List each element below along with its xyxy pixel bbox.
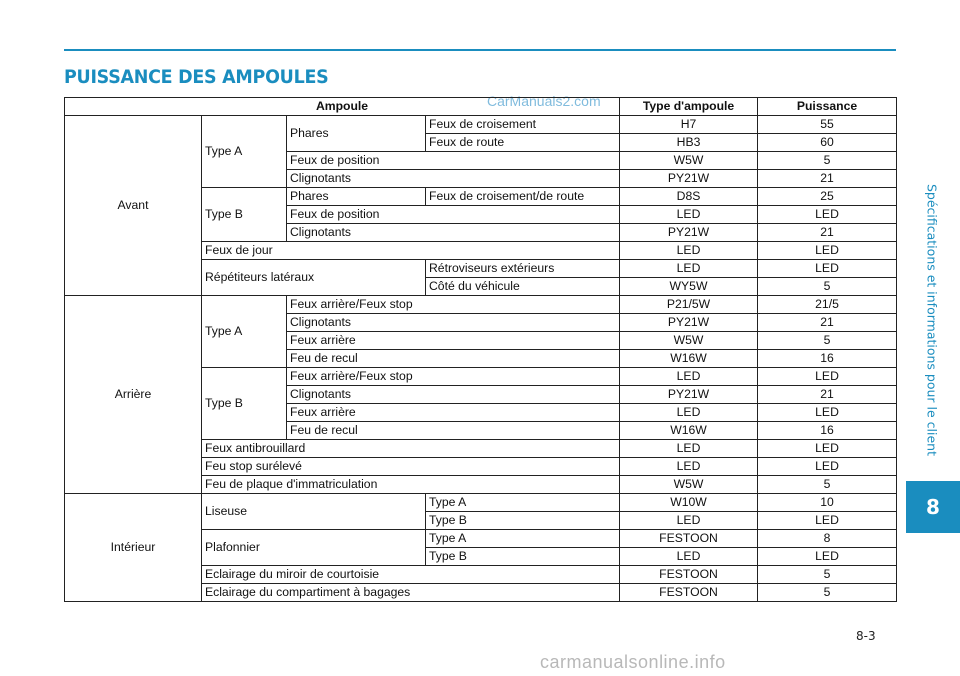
wattage-cell: 21/5: [758, 296, 897, 314]
wattage-cell: LED: [758, 368, 897, 386]
bulb-sublabel: Côté du véhicule: [426, 278, 620, 296]
bulb-type-cell: LED: [620, 242, 758, 260]
bulb-label: Feux arrière: [287, 404, 620, 422]
bulb-label: Feux arrière/Feux stop: [287, 296, 620, 314]
variant-label: Type B: [202, 188, 287, 242]
bulb-type-cell: LED: [620, 206, 758, 224]
chapter-tab[interactable]: 8: [906, 481, 960, 533]
bulb-label: Feux de position: [287, 206, 620, 224]
header-wattage: Puissance: [758, 98, 897, 116]
bulb-type-cell: LED: [620, 368, 758, 386]
wattage-cell: 5: [758, 332, 897, 350]
wattage-cell: 21: [758, 386, 897, 404]
bulb-label: Feux arrière: [287, 332, 620, 350]
bulb-type-cell: WY5W: [620, 278, 758, 296]
wattage-cell: 21: [758, 314, 897, 332]
bulb-type-cell: W16W: [620, 422, 758, 440]
wattage-cell: LED: [758, 206, 897, 224]
group-label-interieur: Intérieur: [65, 494, 202, 602]
bulb-type-cell: H7: [620, 116, 758, 134]
bulb-type-cell: W10W: [620, 494, 758, 512]
bulb-type-cell: W5W: [620, 332, 758, 350]
bulb-label: Phares: [287, 188, 426, 206]
bulb-type-cell: LED: [620, 260, 758, 278]
wattage-cell: LED: [758, 548, 897, 566]
group-label-avant: Avant: [65, 116, 202, 296]
wattage-cell: 21: [758, 170, 897, 188]
page-title: PUISSANCE DES AMPOULES: [64, 66, 329, 88]
bulb-label: Clignotants: [287, 386, 620, 404]
wattage-cell: LED: [758, 512, 897, 530]
bulb-type-cell: W16W: [620, 350, 758, 368]
wattage-cell: 8: [758, 530, 897, 548]
header-bulb-type: Type d'ampoule: [620, 98, 758, 116]
table-row: [65, 116, 897, 134]
bulb-type-cell: PY21W: [620, 386, 758, 404]
group-label-arriere: Arrière: [65, 296, 202, 494]
bulb-type-cell: W5W: [620, 152, 758, 170]
bulb-type-cell: FESTOON: [620, 530, 758, 548]
wattage-cell: LED: [758, 260, 897, 278]
variant-label: Type A: [202, 296, 287, 368]
bulb-label: Phares: [287, 116, 426, 152]
bulb-label: Feu de plaque d'immatriculation: [202, 476, 620, 494]
bulb-wattage-table: [64, 97, 897, 602]
wattage-cell: 5: [758, 584, 897, 602]
bulb-label: Liseuse: [202, 494, 426, 530]
bulb-label: Feux arrière/Feux stop: [287, 368, 620, 386]
wattage-cell: 5: [758, 566, 897, 584]
table-row: [65, 494, 897, 512]
bulb-label: Répétiteurs latéraux: [202, 260, 426, 296]
bulb-type-cell: LED: [620, 548, 758, 566]
bulb-label: Feu de recul: [287, 350, 620, 368]
watermark-bottom: carmanualsonline.info: [540, 652, 726, 672]
bulb-sublabel: Type B: [426, 512, 620, 530]
wattage-cell: 25: [758, 188, 897, 206]
bulb-type-cell: LED: [620, 404, 758, 422]
bulb-type-cell: HB3: [620, 134, 758, 152]
bulb-type-cell: LED: [620, 440, 758, 458]
wattage-cell: 16: [758, 350, 897, 368]
variant-label: Type A: [202, 116, 287, 188]
bulb-label: Plafonnier: [202, 530, 426, 566]
bulb-type-cell: FESTOON: [620, 566, 758, 584]
wattage-cell: 5: [758, 278, 897, 296]
bulb-label: Clignotants: [287, 314, 620, 332]
bulb-sublabel: Rétroviseurs extérieurs: [426, 260, 620, 278]
bulb-label: Eclairage du miroir de courtoisie: [202, 566, 620, 584]
chapter-side-label: Spécifications et informations pour le client: [924, 183, 940, 457]
wattage-cell: 10: [758, 494, 897, 512]
bulb-type-cell: LED: [620, 512, 758, 530]
bulb-type-cell: D8S: [620, 188, 758, 206]
bulb-type-cell: P21/5W: [620, 296, 758, 314]
wattage-cell: LED: [758, 458, 897, 476]
bulb-type-cell: LED: [620, 458, 758, 476]
bulb-sublabel: Feux de croisement: [426, 116, 620, 134]
bulb-type-cell: PY21W: [620, 224, 758, 242]
wattage-cell: LED: [758, 404, 897, 422]
bulb-sublabel: Type A: [426, 530, 620, 548]
wattage-cell: 16: [758, 422, 897, 440]
bulb-sublabel: Type A: [426, 494, 620, 512]
bulb-label: Feux de position: [287, 152, 620, 170]
wattage-cell: 60: [758, 134, 897, 152]
variant-label: Type B: [202, 368, 287, 440]
table-row: [65, 296, 897, 314]
bulb-label: Eclairage du compartiment à bagages: [202, 584, 620, 602]
bulb-type-cell: PY21W: [620, 170, 758, 188]
bulb-type-cell: FESTOON: [620, 584, 758, 602]
table-header-row: [65, 98, 897, 116]
wattage-cell: LED: [758, 242, 897, 260]
wattage-cell: 55: [758, 116, 897, 134]
header-rule: [64, 49, 896, 51]
bulb-sublabel: Feux de croisement/de route: [426, 188, 620, 206]
bulb-type-cell: W5W: [620, 476, 758, 494]
wattage-cell: LED: [758, 440, 897, 458]
bulb-label: Feu stop surélevé: [202, 458, 620, 476]
page-number: 8-3: [856, 629, 876, 643]
bulb-label: Clignotants: [287, 224, 620, 242]
wattage-cell: 5: [758, 476, 897, 494]
bulb-sublabel: Type B: [426, 548, 620, 566]
watermark-top: CarManuals2.com: [487, 93, 601, 109]
wattage-cell: 21: [758, 224, 897, 242]
bulb-label: Feux de jour: [202, 242, 620, 260]
bulb-label: Feu de recul: [287, 422, 620, 440]
wattage-cell: 5: [758, 152, 897, 170]
bulb-type-cell: PY21W: [620, 314, 758, 332]
header-bulb: Ampoule: [65, 98, 620, 116]
bulb-label: Clignotants: [287, 170, 620, 188]
bulb-sublabel: Feux de route: [426, 134, 620, 152]
bulb-label: Feux antibrouillard: [202, 440, 620, 458]
